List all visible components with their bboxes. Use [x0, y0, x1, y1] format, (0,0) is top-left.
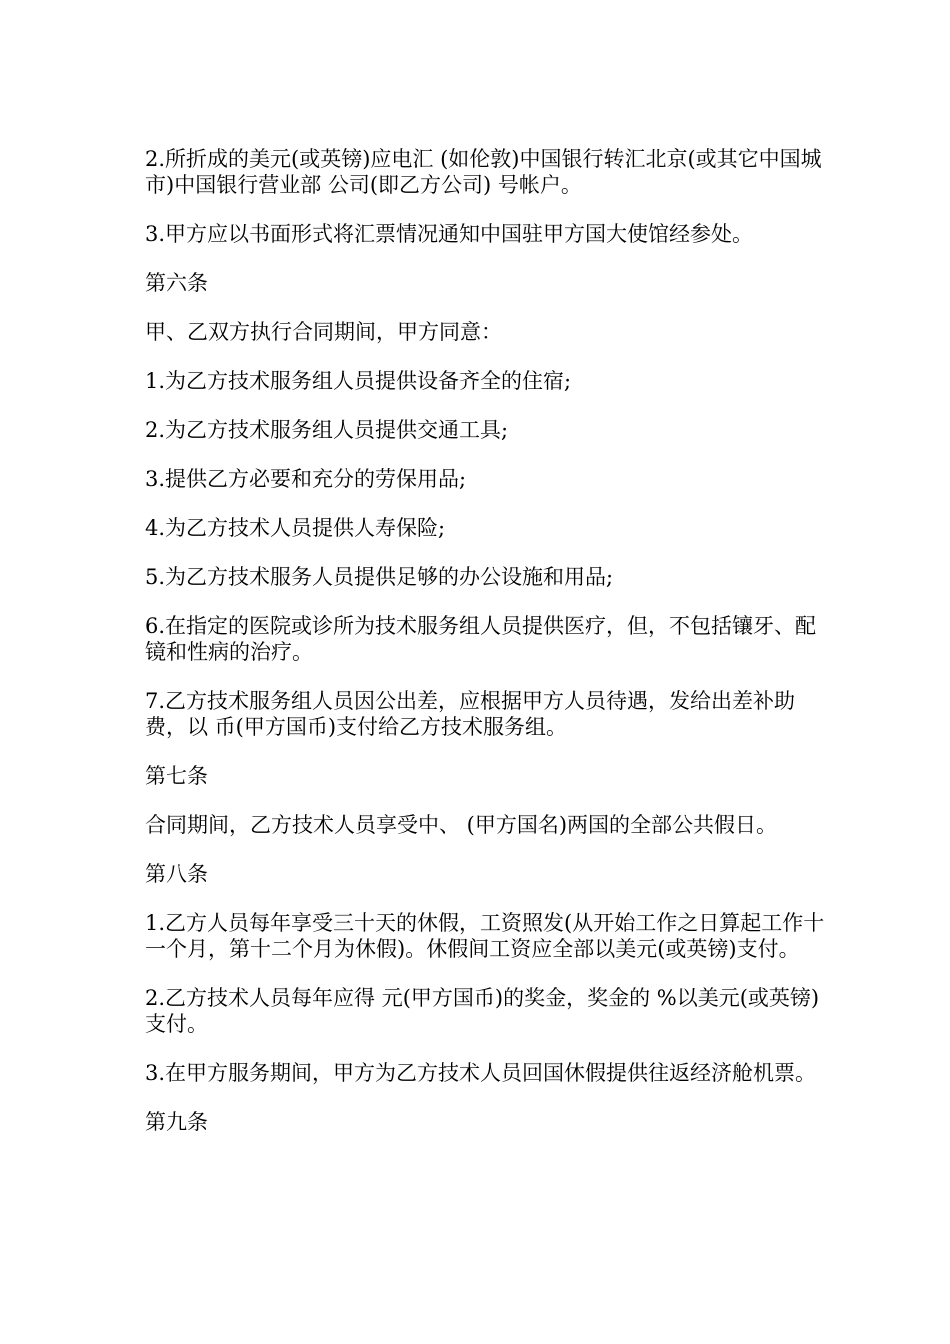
article-6-item-5: 5.为乙方技术服务人员提供足够的办公设施和用品;: [145, 565, 614, 589]
article-6-item-1: 1.为乙方技术服务组人员提供设备齐全的住宿;: [145, 369, 572, 393]
article-9-heading: 第九条: [145, 1110, 208, 1134]
article-6-item-4: 4.为乙方技术人员提供人寿保险;: [145, 516, 446, 540]
article-8-heading: 第八条: [145, 862, 208, 886]
article-8-item-1: 1.乙方人员每年享受三十天的休假，工资照发(从开始工作之日算起工作十一个月，第十二个月为休假)。休假间工资应全部以美元(或英镑)支付。: [145, 911, 825, 961]
article-6-heading: 第六条: [145, 271, 208, 295]
paragraph-remittance: 2.所折成的美元(或英镑)应电汇 (如伦敦)中国银行转汇北京(或其它中国城市)中国银行营业部 公司(即乙方公司) 号帐户。: [145, 147, 822, 197]
document-body: [145, 146, 825, 1158]
article-8-item-2: 2.乙方技术人员每年应得 元(甲方国币)的奖金，奖金的 %以美元(或英镑)支付。: [145, 986, 820, 1036]
article-6-item-2: 2.为乙方技术服务组人员提供交通工具;: [145, 418, 509, 442]
article-8-item-3: 3.在甲方服务期间，甲方为乙方技术人员回国休假提供往返经济舱机票。: [145, 1061, 817, 1085]
article-6-item-6: 6.在指定的医院或诊所为技术服务组人员提供医疗，但，不包括镶牙、配镜和性病的治疗。: [145, 614, 817, 664]
article-7-heading: 第七条: [145, 764, 208, 788]
article-6-item-3: 3.提供乙方必要和充分的劳保用品;: [145, 467, 467, 491]
paragraph-notify-embassy: 3.甲方应以书面形式将汇票情况通知中国驻甲方国大使馆经参处。: [145, 222, 754, 246]
article-6-intro: 甲、乙双方执行合同期间，甲方同意：: [145, 320, 502, 344]
article-7-text: 合同期间，乙方技术人员享受中、 (甲方国名)两国的全部公共假日。: [145, 813, 778, 837]
article-6-item-7: 7.乙方技术服务组人员因公出差，应根据甲方人员待遇，发给出差补助费，以 币(甲方国币)支付给乙方技术服务组。: [145, 689, 796, 739]
